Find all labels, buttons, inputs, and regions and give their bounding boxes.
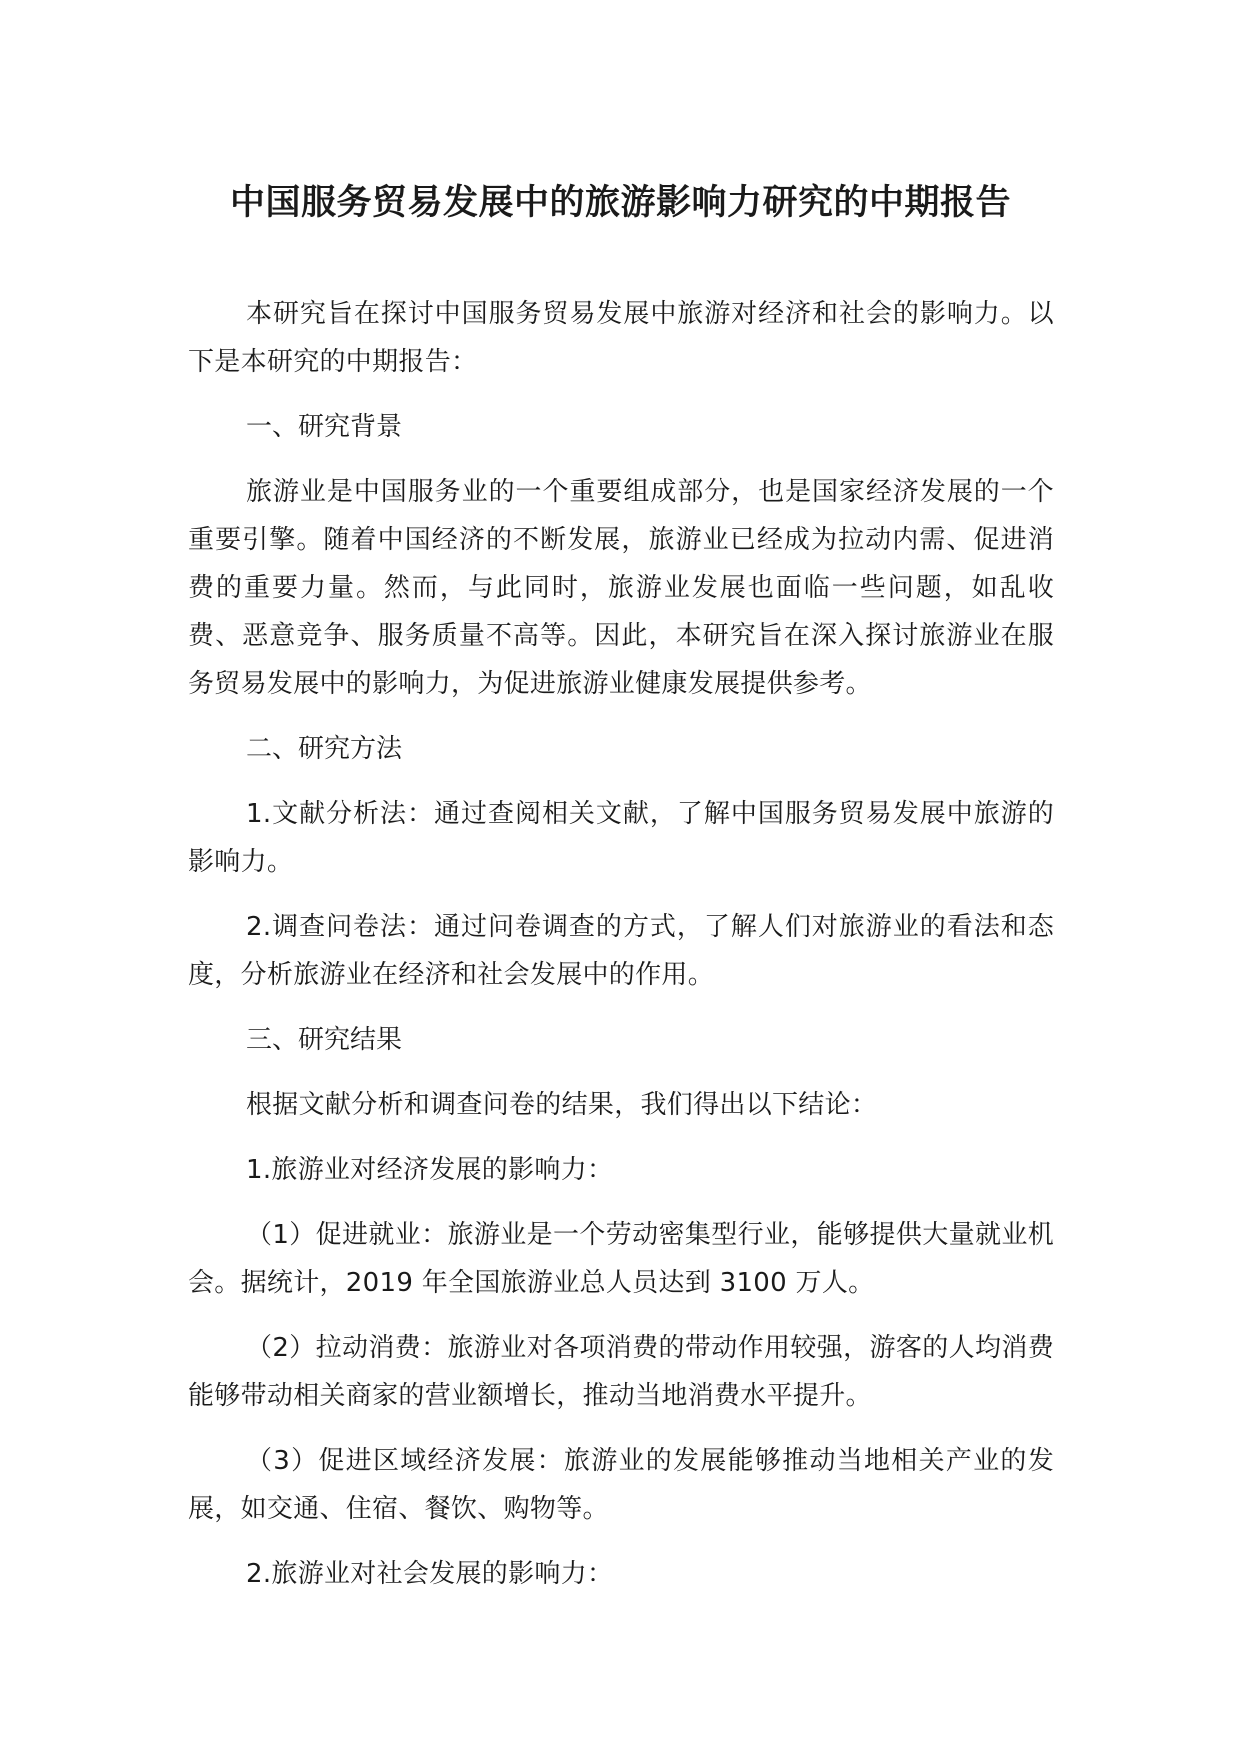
regional-economy-paragraph: （3）促进区域经济发展：旅游业的发展能够推动当地相关产业的发展，如交通、住宿、餐饮、购物等。 xyxy=(188,1446,1054,1524)
section-heading-background: 一、研究背景 xyxy=(246,412,403,442)
social-impact-heading: 2.旅游业对社会发展的影响力： xyxy=(246,1559,614,1589)
section-heading-results: 三、研究结果 xyxy=(246,1025,403,1055)
section-heading-methods: 二、研究方法 xyxy=(246,734,403,764)
employment-paragraph: （1）促进就业：旅游业是一个劳动密集型行业，能够提供大量就业机会。据统计，2019 年全国旅游业总人员达到 3100 万人。 xyxy=(188,1220,1054,1298)
method-survey-paragraph: 2.调查问卷法：通过问卷调查的方式，了解人们对旅游业的看法和态度，分析旅游业在经济和社会发展中的作用。 xyxy=(188,912,1054,990)
method-literature-paragraph: 1.文献分析法：通过查阅相关文献，了解中国服务贸易发展中旅游的影响力。 xyxy=(188,799,1054,877)
document-title: 中国服务贸易发展中的旅游影响力研究的中期报告 xyxy=(229,183,1011,223)
background-paragraph: 旅游业是中国服务业的一个重要组成部分，也是国家经济发展的一个重要引擎。随着中国经济的不断发展，旅游业已经成为拉动内需、促进消费的重要力量。然而，与此同时，旅游业发展也面临一些问题，如乱收费、恶意竞争、服务质量不高等。因此，本研究旨在深入探讨旅游业在服务贸易发展中的影响力，为促进旅游业健康发展提供参考。 xyxy=(188,477,1054,699)
consumption-paragraph: （2）拉动消费：旅游业对各项消费的带动作用较强，游客的人均消费能够带动相关商家的营业额增长，推动当地消费水平提升。 xyxy=(188,1333,1054,1411)
results-lead-paragraph: 根据文献分析和调查问卷的结果，我们得出以下结论： xyxy=(246,1090,878,1120)
document-body xyxy=(188,290,1054,1615)
intro-paragraph: 本研究旨在探讨中国服务贸易发展中旅游对经济和社会的影响力。以下是本研究的中期报告： xyxy=(188,299,1054,377)
economic-impact-heading: 1.旅游业对经济发展的影响力： xyxy=(246,1155,614,1185)
